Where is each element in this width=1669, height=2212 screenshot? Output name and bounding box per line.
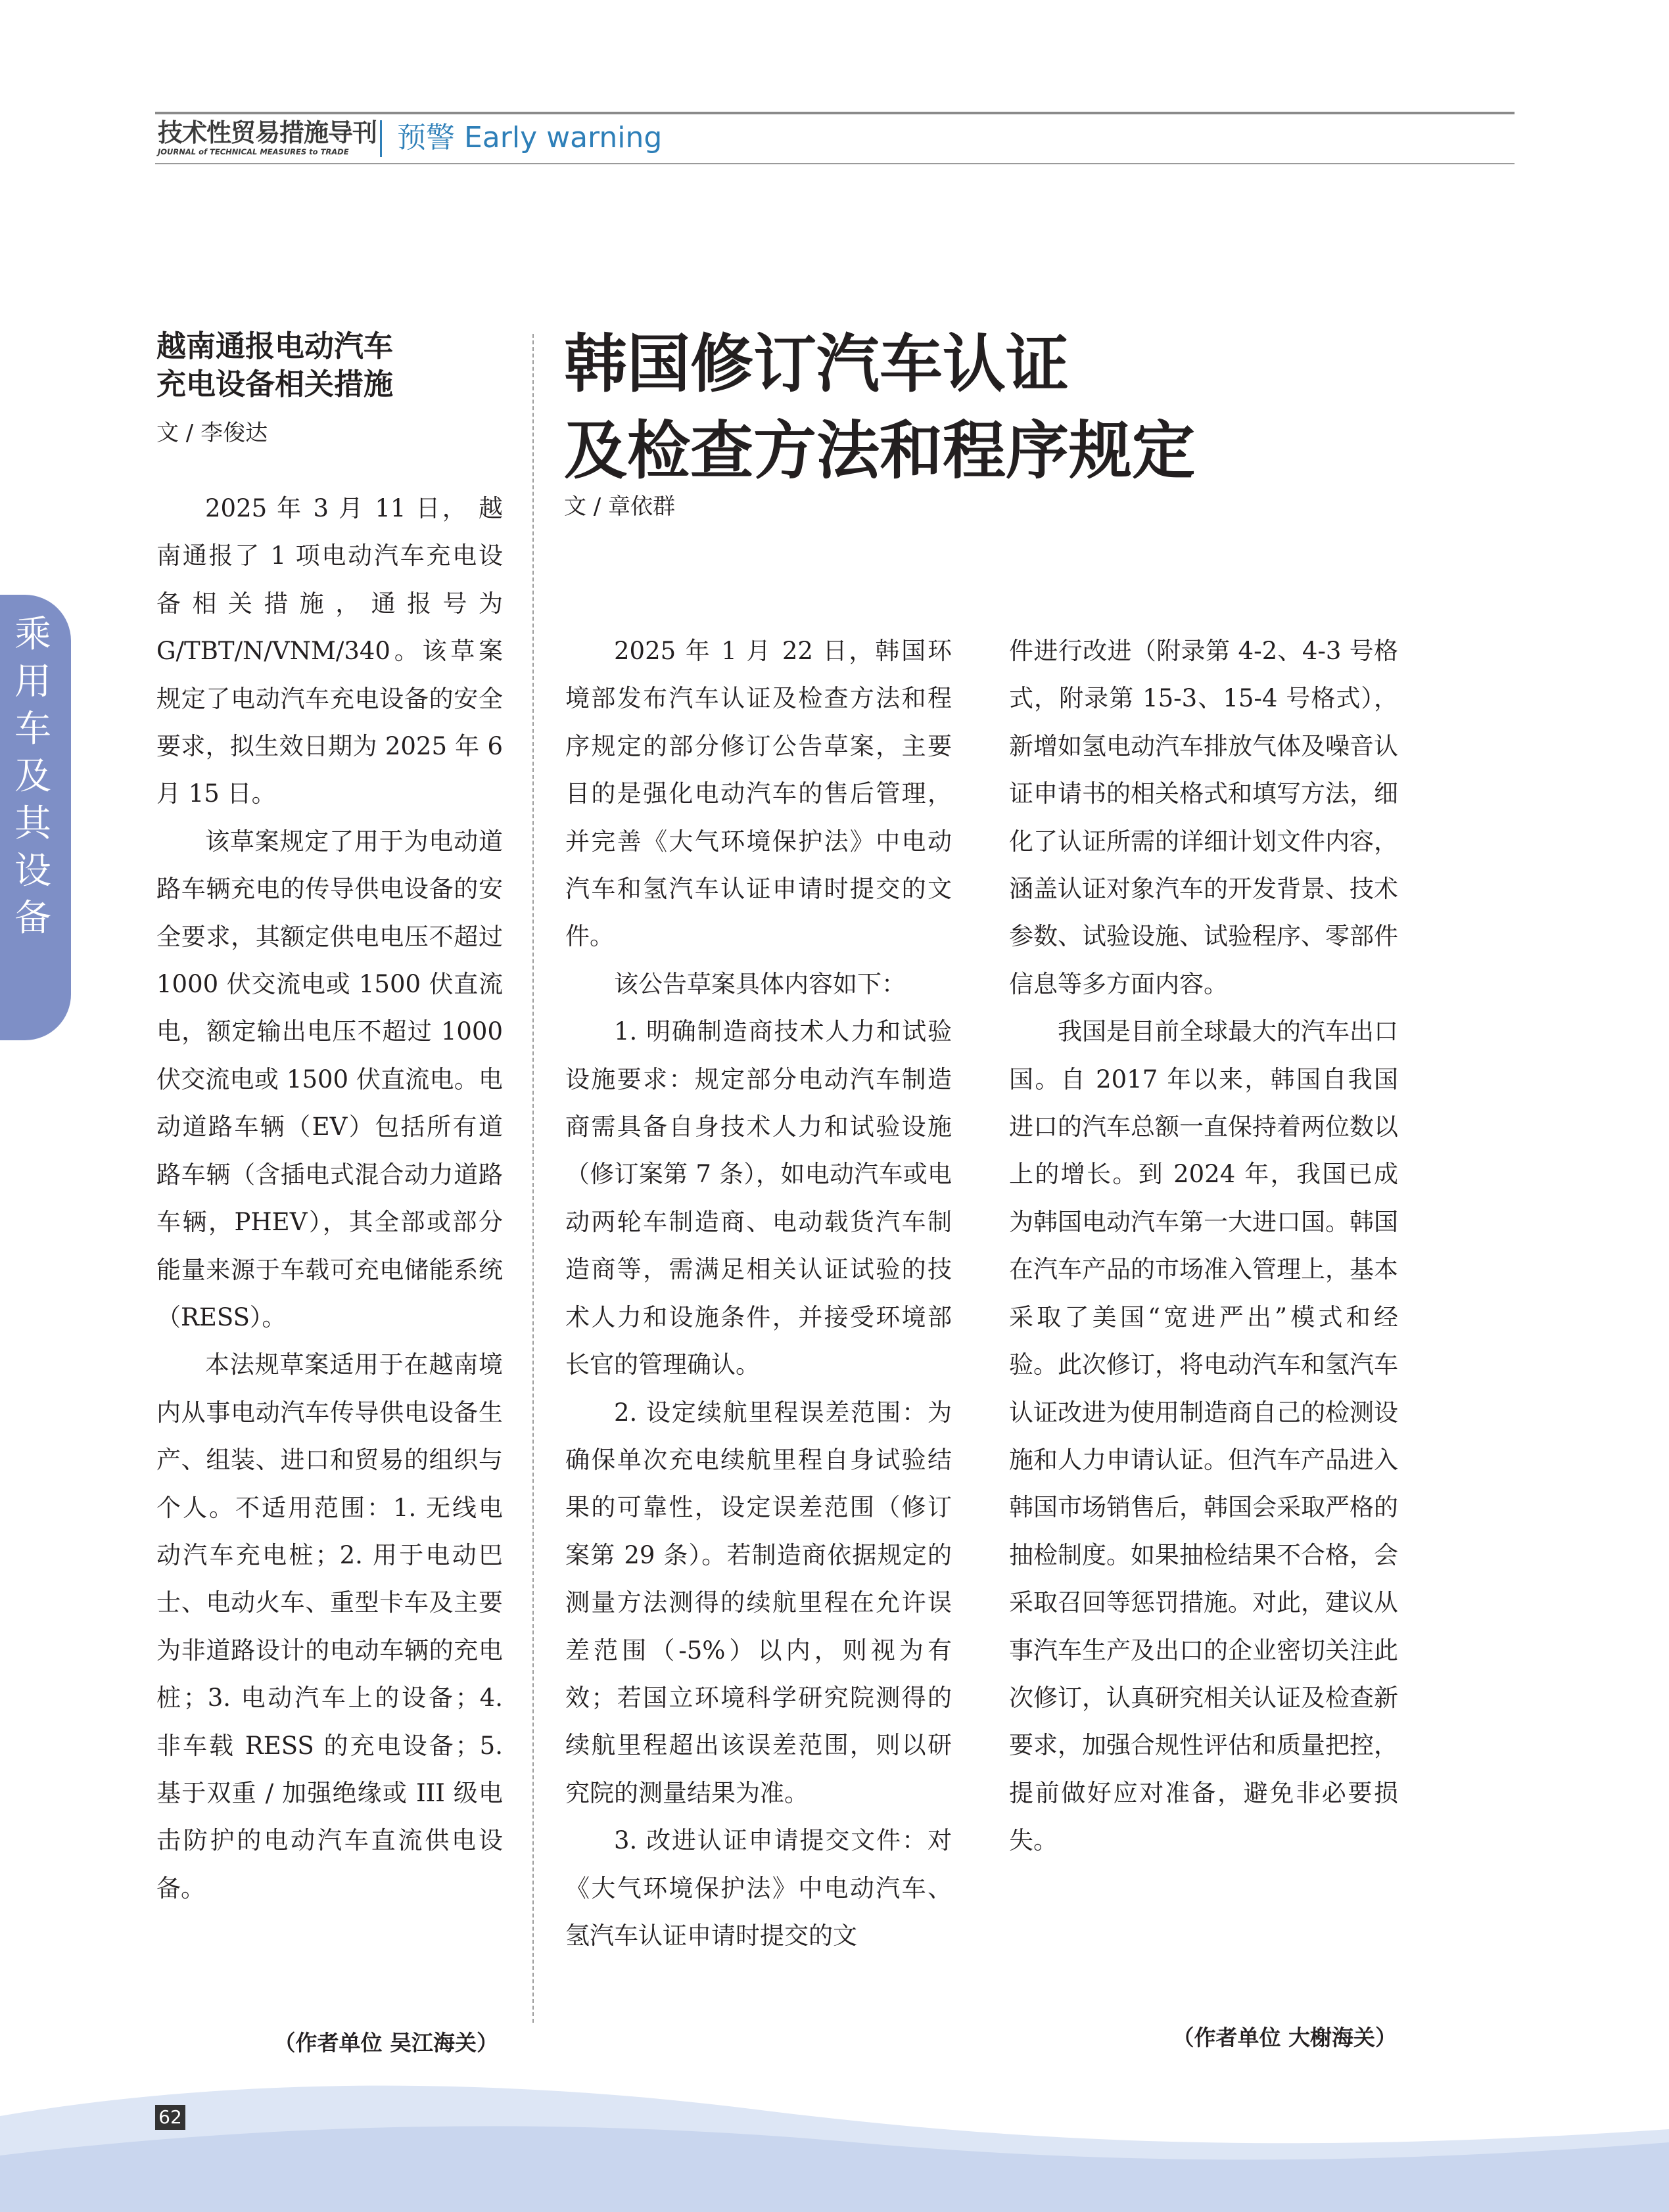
paragraph: 1. 明确制造商技术人力和试验设施要求：规定部分电动汽车制造商需具备自身技术人力和试验设施（修订案第 7 条），如电动汽车或电动两轮车制造商、电动载货汽车制造商等，需满足相关认证试验的技术人力和设施条件，并接受环境部长官的管理确认。 <box>565 1017 952 1379</box>
page-number: 62 <box>155 2105 185 2130</box>
category-char: 用 <box>14 660 51 703</box>
title-line: 充电设备相关措施 <box>156 367 394 402</box>
main-article-title <box>564 321 1419 494</box>
header-separator <box>380 120 382 157</box>
category-char: 其 <box>14 802 51 845</box>
left-article-body <box>156 485 503 1912</box>
column-divider <box>532 334 534 2023</box>
paragraph: 我国是目前全球最大的汽车出口国。自 2017 年以来，韩国自我国进口的汽车总额一直保持着两位数以上的增长。到 2024 年，我国已成为韩国电动汽车第一大进口国。韩国在汽车产品的市场准入管理上，基本采取了美国“宽进严出”模式和经验。此次修订，将电动汽车和氢汽车认证改进为使用制造商自己的检测设施和人力申请认证。但汽车产品进入韩国市场销售后，韩国会采取严格的抽检制度。如果抽检结果不合格，会采取召回等惩罚措施。对此，建议从事汽车生产及出口的企业密切关注此次修订，认真研究相关认证及检查新要求，加强合规性评估和质量把控，提前做好应对准备，避免非必要损失。 <box>1009 1017 1398 1855</box>
paragraph: 2025 年 1 月 22 日，韩国环境部发布汽车认证及检查方法和程序规定的部分修订公告草案，主要目的是强化电动汽车的售后管理，并完善《大气环境保护法》中电动汽车和氢汽车认证申请时提交的文件。 <box>565 637 952 951</box>
main-article-author: 文 / 章依群 <box>564 494 676 520</box>
category-side-tab <box>0 595 71 1040</box>
title-line: 及检查方法和程序规定 <box>564 414 1195 488</box>
title-line: 韩国修订汽车认证 <box>564 327 1069 401</box>
section-title: 预警 Early warning <box>397 121 663 154</box>
journal-name-cn: 技术性贸易措施导刊 <box>158 118 377 147</box>
journal-logo <box>158 118 375 156</box>
main-article-affiliation: （作者单位 大榭海关） <box>1172 2025 1397 2050</box>
paragraph: 该草案规定了用于为电动道路车辆充电的传导供电设备的安全要求，其额定供电电压不超过 1000 伏交流电或 1500 伏直流电，额定输出电压不超过 1000 伏交流电或 1500 伏直流电。电动道路车辆（EV）包括所有道路车辆（含插电式混合动力道路车辆，PHEV），其全部或部分能量来源于车载可充电储能系统（RESS）。 <box>156 827 503 1331</box>
paragraph: 2. 设定续航里程误差范围：为确保单次充电续航里程自身试验结果的可靠性，设定误差范围（修订案第 29 条）。若制造商依据规定的测量方法测得的续航里程在允许误差范围（-5%）以内，则视为有效；若国立环境科学研究院测得的续航里程超出该误差范围，则以研究院的测量结果为准。 <box>565 1398 952 1807</box>
paragraph: 2025 年 3 月 11 日， 越南通报了 1 项电动汽车充电设备相关措施，通报号为 G/TBT/N/VNM/340。该草案规定了电动汽车充电设备的安全要求，拟生效日期为 2025 年 6 月 15 日。 <box>156 494 503 808</box>
paragraph: 本法规草案适用于在越南境内从事电动汽车传导供电设备生产、组装、进口和贸易的组织与个人。不适用范围：1. 无线电动汽车充电桩；2. 用于电动巴士、电动火车、重型卡车及主要为非道路设计的电动车辆的充电桩；3. 电动汽车上的设备；4. 非车载 RESS 的充电设备；5. 基于双重 / 加强绝缘或 III 级电击防护的电动汽车直流供电设备。 <box>156 1350 503 1902</box>
left-article-affiliation: （作者单位 吴江海关） <box>273 2030 498 2056</box>
main-article-column-1 <box>565 628 952 1960</box>
left-article-author: 文 / 李俊达 <box>156 420 268 446</box>
main-article-column-2 <box>1009 628 1398 1865</box>
paragraph-continued: 件进行改进（附录第 4-2、4-3 号格式，附录第 15-3、15-4 号格式），新增如氢电动汽车排放气体及噪音认证申请书的相关格式和填写方法，细化了认证所需的详细计划文件内容，涵盖认证对象汽车的开发背景、技术参数、试验设施、试验程序、零部件信息等多方面内容。 <box>1009 637 1398 998</box>
header-rule-top <box>155 112 1515 114</box>
category-label <box>0 611 66 942</box>
category-char: 及 <box>14 755 51 798</box>
category-char: 车 <box>14 708 51 750</box>
category-char: 设 <box>14 850 51 892</box>
journal-name-en: JOURNAL of TECHNICAL MEASURES to TRADE <box>158 147 349 156</box>
category-char: 备 <box>14 897 51 940</box>
header-rule-bottom <box>155 163 1515 164</box>
category-char: 乘 <box>14 613 51 656</box>
left-article-title <box>156 327 525 403</box>
paragraph: 3. 改进认证申请提交文件：对《大气环境保护法》中电动汽车、氢汽车认证申请时提交的文 <box>565 1826 952 1950</box>
title-line: 越南通报电动汽车 <box>156 329 394 363</box>
paragraph: 该公告草案具体内容如下： <box>614 969 906 998</box>
footer-wave <box>0 2070 1669 2212</box>
